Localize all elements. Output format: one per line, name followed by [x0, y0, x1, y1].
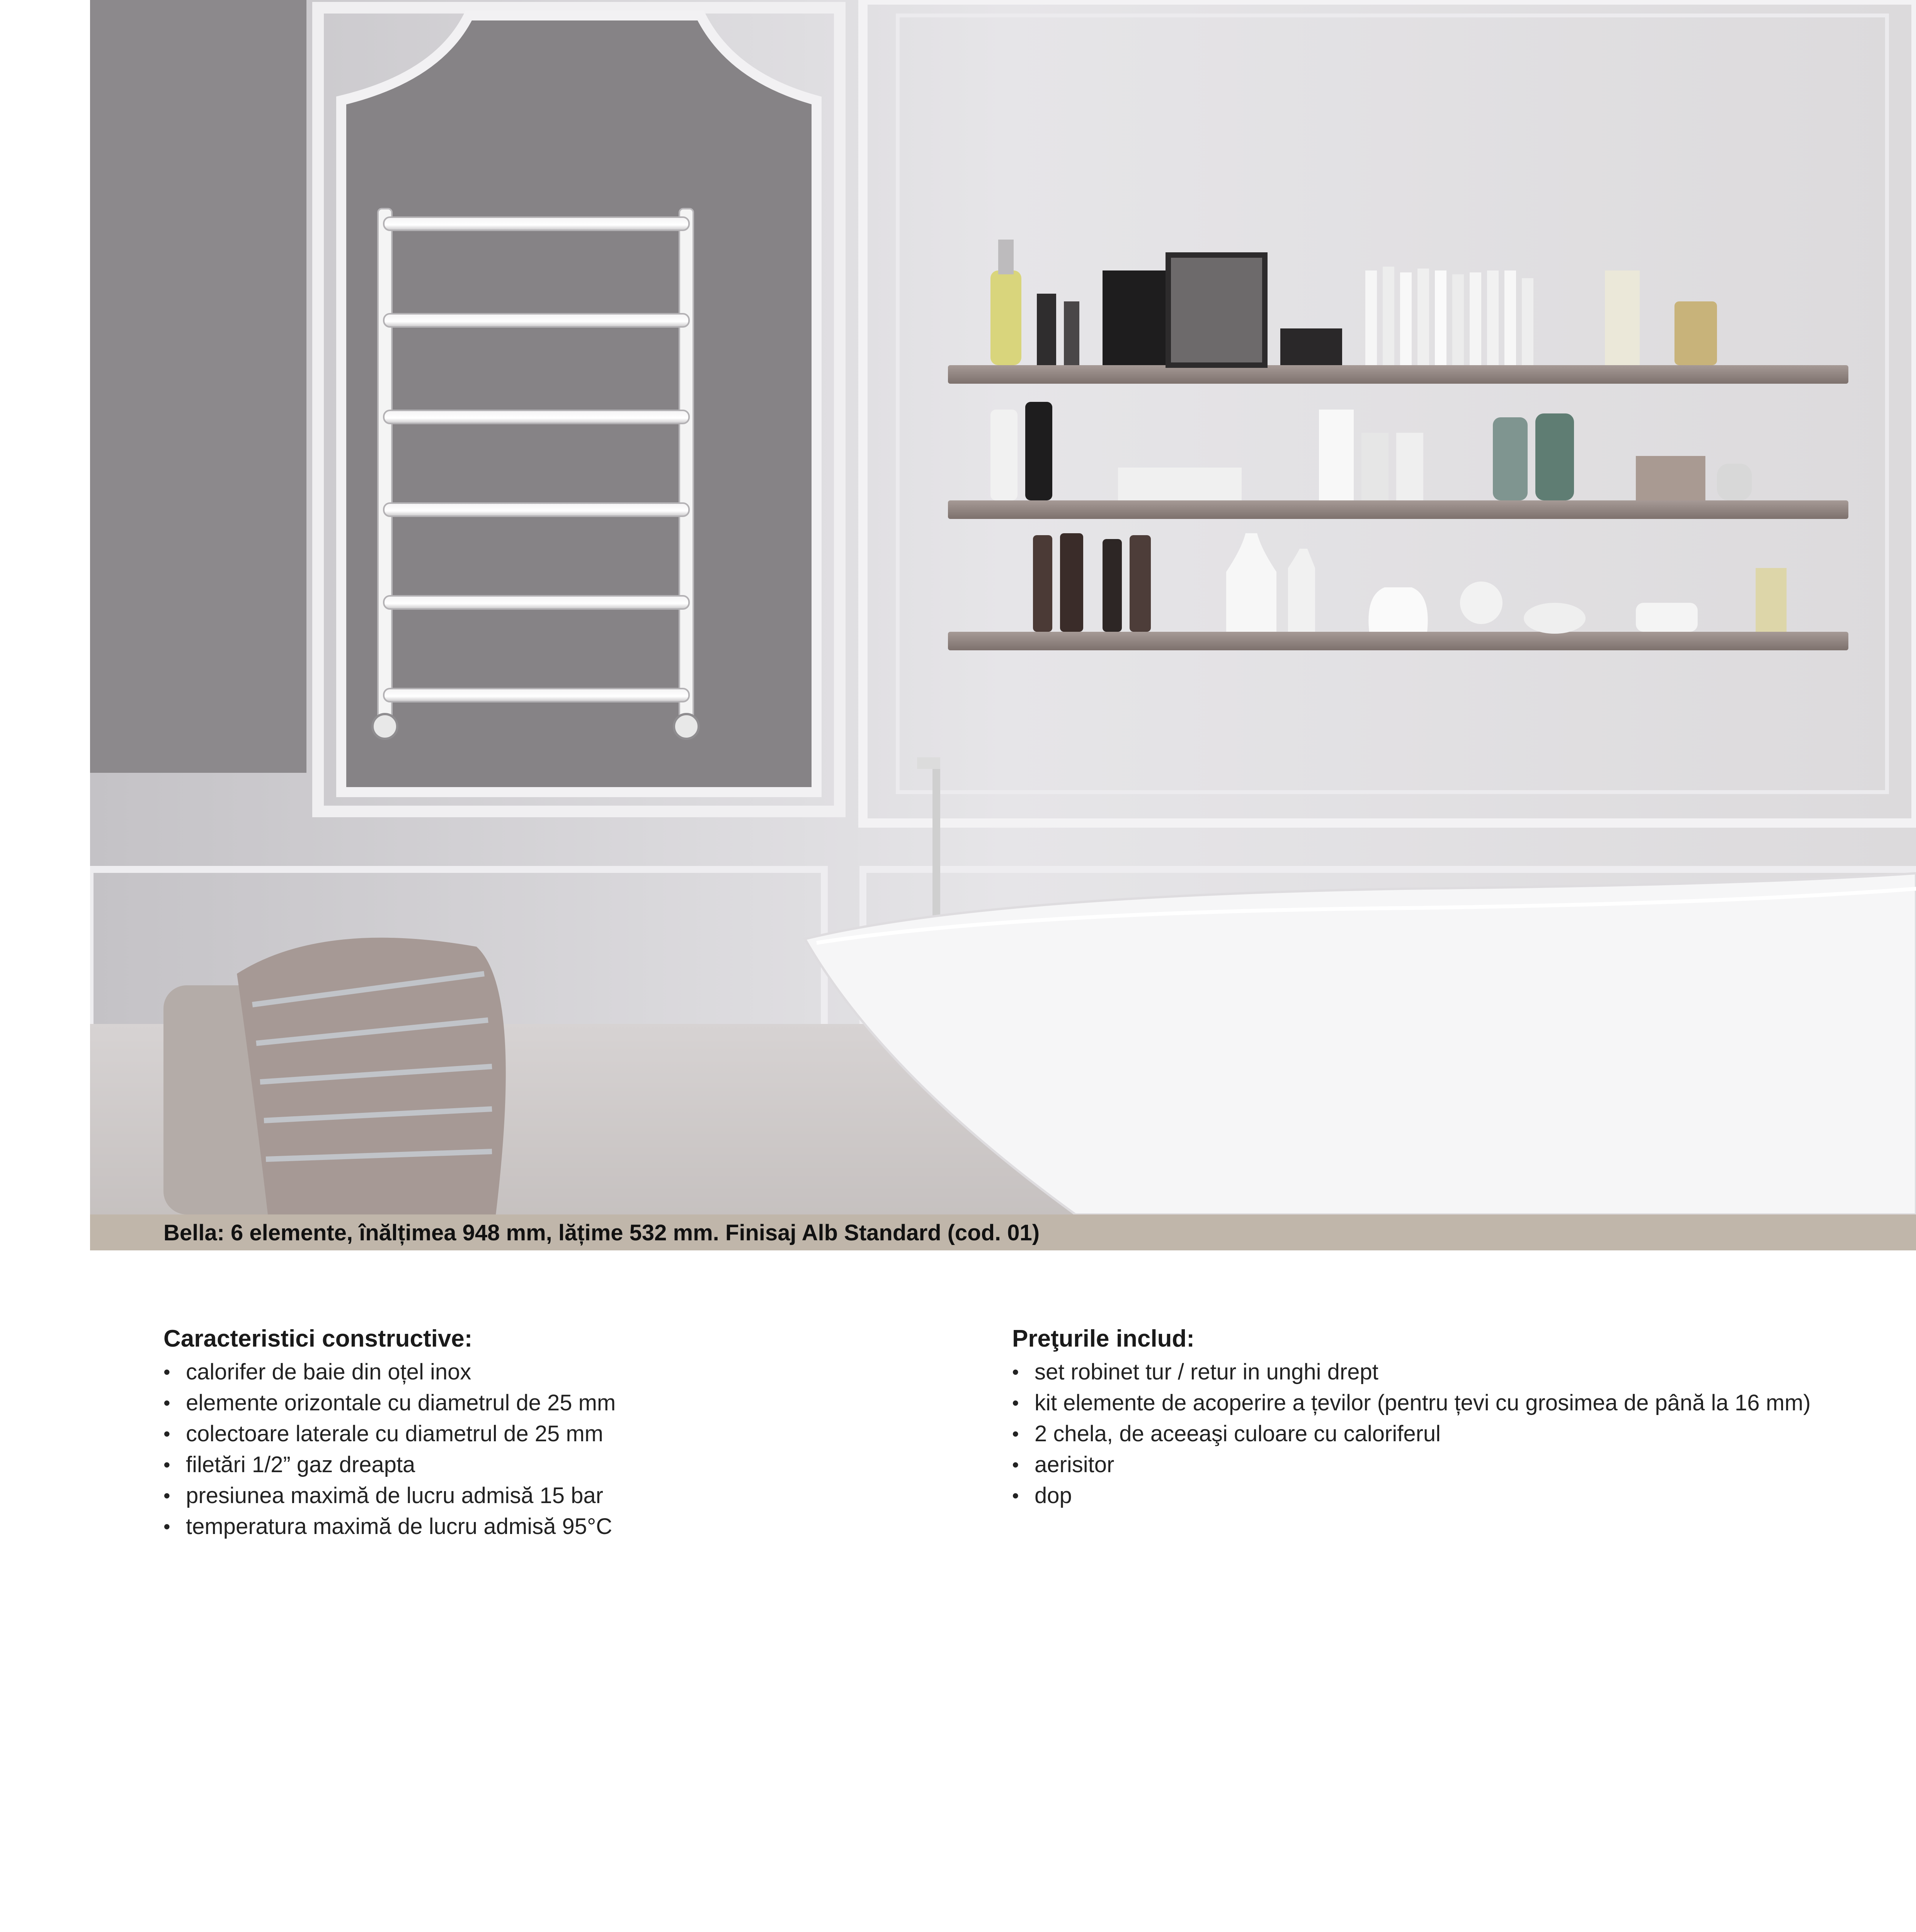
- construction-title: Caracteristici constructive:: [163, 1325, 473, 1352]
- list-item: • temperatura maximă de lucru admisă 95°C: [163, 1511, 975, 1542]
- hero-caption: Bella: 6 elemente, înălțimea 948 mm, lățime 532 mm. Finisaj Alb Standard (cod. 01): [163, 1220, 1040, 1245]
- hero-photo: [90, 0, 1916, 1214]
- list-item: • kit elemente de acoperire a țevilor (pentru țevi cu grosimea de până la 16 mm): [1012, 1388, 1824, 1418]
- construction-features: [163, 1323, 975, 1542]
- list-item: • calorifer de baie din oțel inox: [163, 1357, 975, 1388]
- hero-caption-band: [90, 1214, 1916, 1250]
- list-item: • aerisitor: [1012, 1449, 1824, 1480]
- list-item: • 2 chela, de aceeaşi culoare cu caloriferul: [1012, 1418, 1824, 1449]
- prices-list: [1012, 1357, 1824, 1511]
- bathroom-illustration: [90, 0, 1916, 1214]
- list-item: • set robinet tur / retur in unghi drept: [1012, 1357, 1824, 1388]
- construction-list: [163, 1357, 975, 1542]
- list-item: • presiunea maximă de lucru admisă 15 bar: [163, 1480, 975, 1511]
- list-item: • filetări 1/2” gaz dreapta: [163, 1449, 975, 1480]
- list-item: • elemente orizontale cu diametrul de 25 mm: [163, 1388, 975, 1418]
- list-item: • colectoare laterale cu diametrul de 25 mm: [163, 1418, 975, 1449]
- prices-title: Preţurile includ:: [1012, 1325, 1195, 1352]
- prices-include: [1012, 1323, 1824, 1511]
- list-item: • dop: [1012, 1480, 1824, 1511]
